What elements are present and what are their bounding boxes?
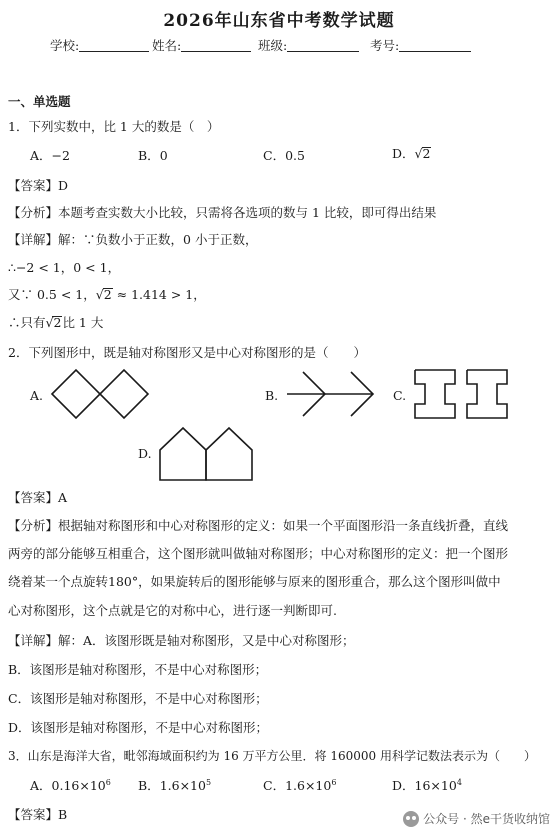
q2-figure-b-label: B. — [265, 388, 279, 403]
watermark-text: 公众号 · 然e干货收纳馆 — [423, 812, 550, 826]
q1-detail-line-1: 解：∵负数小于正数，0 小于正数， — [58, 232, 258, 247]
q2-figure-d-houses — [160, 428, 252, 480]
exam-no-blank — [399, 38, 471, 52]
q3-option-c-letter: C． — [263, 778, 286, 793]
name-blank — [181, 38, 251, 52]
q1-option-a — [30, 146, 70, 164]
q1-option-b-value: 0 — [159, 148, 168, 163]
q2-figure-a-label: A. — [30, 388, 44, 403]
q3-stem: 3．山东是海洋大省，毗邻海域面积约为 16 万平方公里．将 160000 用科学记数法表示为（ ） — [8, 749, 536, 763]
q3-option-d-base: 16×10 — [414, 778, 457, 793]
analysis-tag: 【分析】 — [8, 205, 59, 220]
q2-detail-c: C．该图形是轴对称图形，不是中心对称图形； — [8, 691, 268, 706]
q1-detail-line-3 — [8, 285, 206, 303]
q1-detail-4-post: 比 1 大 — [62, 315, 104, 330]
q1-option-d-radicand: 2 — [422, 146, 431, 161]
q1-stem: 1．下列实数中，比 1 大的数是（ ） — [8, 119, 220, 134]
q1-analysis — [8, 203, 436, 221]
q3-option-b — [138, 776, 211, 794]
q3-option-b-letter: B． — [138, 778, 160, 793]
wechat-icon — [403, 811, 419, 827]
page-title: 2026年山东省中考数学试题 — [163, 11, 395, 31]
q1-detail-4-radicand: 2 — [53, 315, 62, 330]
q2-figure-c-label: C. — [393, 388, 407, 403]
q2-figure-b-arrow — [287, 370, 375, 418]
school-blank — [79, 38, 149, 52]
q1-answer — [8, 176, 68, 194]
class-label: 班级: — [258, 38, 288, 53]
name-label: 姓名: — [152, 38, 182, 53]
q2-figure-d-label: D. — [138, 446, 152, 461]
detail-tag: 【详解】 — [8, 232, 59, 247]
school-field — [50, 36, 149, 54]
answer-tag: 【答案】 — [8, 807, 59, 822]
q3-option-a — [30, 776, 111, 794]
q2-detail-d: D．该图形是轴对称图形，不是中心对称图形； — [8, 720, 269, 735]
q2-analysis-line-4: 心对称图形，这个点就是它的对称中心，进行逐一判断即可. — [8, 603, 337, 618]
q1-option-b — [138, 146, 168, 164]
q2-figure-c-shape — [415, 370, 507, 418]
q3-option-a-base: 0.16×10 — [51, 778, 106, 793]
q3-answer-value: B — [58, 807, 68, 822]
exam-no-label: 考号: — [370, 38, 400, 53]
q3-option-d-letter: D． — [392, 778, 415, 793]
q1-detail-line-2: ∴−2 < 1，0 < 1， — [8, 260, 121, 275]
q2-stem: 2．下列图形中，既是轴对称图形又是中心对称图形的是（ ） — [8, 345, 366, 360]
q2-analysis — [8, 516, 508, 534]
sqrt-sign-icon: √ — [95, 287, 104, 302]
q2-figure-a-double-diamond — [52, 370, 152, 418]
q3-option-d-exponent: 4 — [456, 777, 462, 787]
detail-tag: 【详解】 — [8, 633, 59, 648]
q2-analysis-line-3: 绕着某一个点旋转180°，如果旋转后的图形能够与原来的图形重合，那么这个图形叫做中 — [8, 574, 501, 589]
q3-option-a-exponent: 6 — [105, 777, 111, 787]
name-field — [152, 36, 251, 54]
q2-detail-b: B．该图形是轴对称图形，不是中心对称图形； — [8, 662, 268, 677]
q2-detail — [8, 631, 355, 649]
q1-detail-3-post: ≈ 1.414 > 1， — [112, 287, 206, 302]
q3-option-a-letter: A． — [30, 778, 52, 793]
q3-option-b-base: 1.6×10 — [159, 778, 206, 793]
exam-no-field — [370, 36, 471, 54]
q1-detail — [8, 230, 257, 248]
q3-option-d — [392, 776, 462, 794]
q3-option-c — [263, 776, 336, 794]
q1-option-a-letter: A． — [30, 148, 52, 163]
q2-analysis-line-2: 两旁的部分能够互相重合，这个图形就叫做轴对称图形；中心对称图形的定义：把一个图形 — [8, 546, 509, 561]
q1-answer-value: D — [58, 178, 69, 193]
q1-option-c — [263, 146, 305, 164]
q3-answer — [8, 805, 67, 823]
q3-option-c-base: 1.6×10 — [285, 778, 332, 793]
q1-detail-4-pre: ∴只有 — [8, 315, 46, 330]
sqrt-sign-icon: √ — [45, 315, 54, 330]
section-heading: 一、单选题 — [8, 94, 71, 109]
q1-option-c-letter: C． — [263, 148, 286, 163]
q1-option-b-letter: B． — [138, 148, 160, 163]
q1-option-a-value: −2 — [51, 148, 70, 163]
q1-option-d — [392, 144, 431, 162]
q2-answer-value: A — [58, 490, 68, 505]
q2-analysis-line-1: 根据轴对称图形和中心对称图形的定义：如果一个平面图形沿一条直线折叠，直线 — [58, 518, 509, 533]
q3-option-b-exponent: 5 — [205, 777, 212, 787]
watermark — [403, 810, 550, 827]
class-field — [258, 36, 359, 54]
analysis-tag: 【分析】 — [8, 518, 59, 533]
q1-detail-3-radicand: 2 — [103, 287, 112, 302]
q2-detail-a: 解：A．该图形既是轴对称图形，又是中心对称图形； — [58, 633, 355, 648]
q1-analysis-text: 本题考查实数大小比较，只需将各选项的数与 1 比较，即可得出结果 — [58, 205, 437, 220]
q2-answer — [8, 488, 67, 506]
q1-detail-line-4 — [8, 313, 103, 331]
q3-option-c-exponent: 6 — [331, 777, 337, 787]
q1-detail-3-pre: 又∵ 0.5 < 1， — [8, 287, 96, 302]
q1-option-c-value: 0.5 — [285, 148, 305, 163]
sqrt-sign-icon: √ — [414, 146, 423, 161]
school-label: 学校: — [50, 38, 80, 53]
class-blank — [287, 38, 359, 52]
q1-option-d-letter: D． — [392, 146, 415, 161]
answer-tag: 【答案】 — [8, 178, 59, 193]
answer-tag: 【答案】 — [8, 490, 59, 505]
